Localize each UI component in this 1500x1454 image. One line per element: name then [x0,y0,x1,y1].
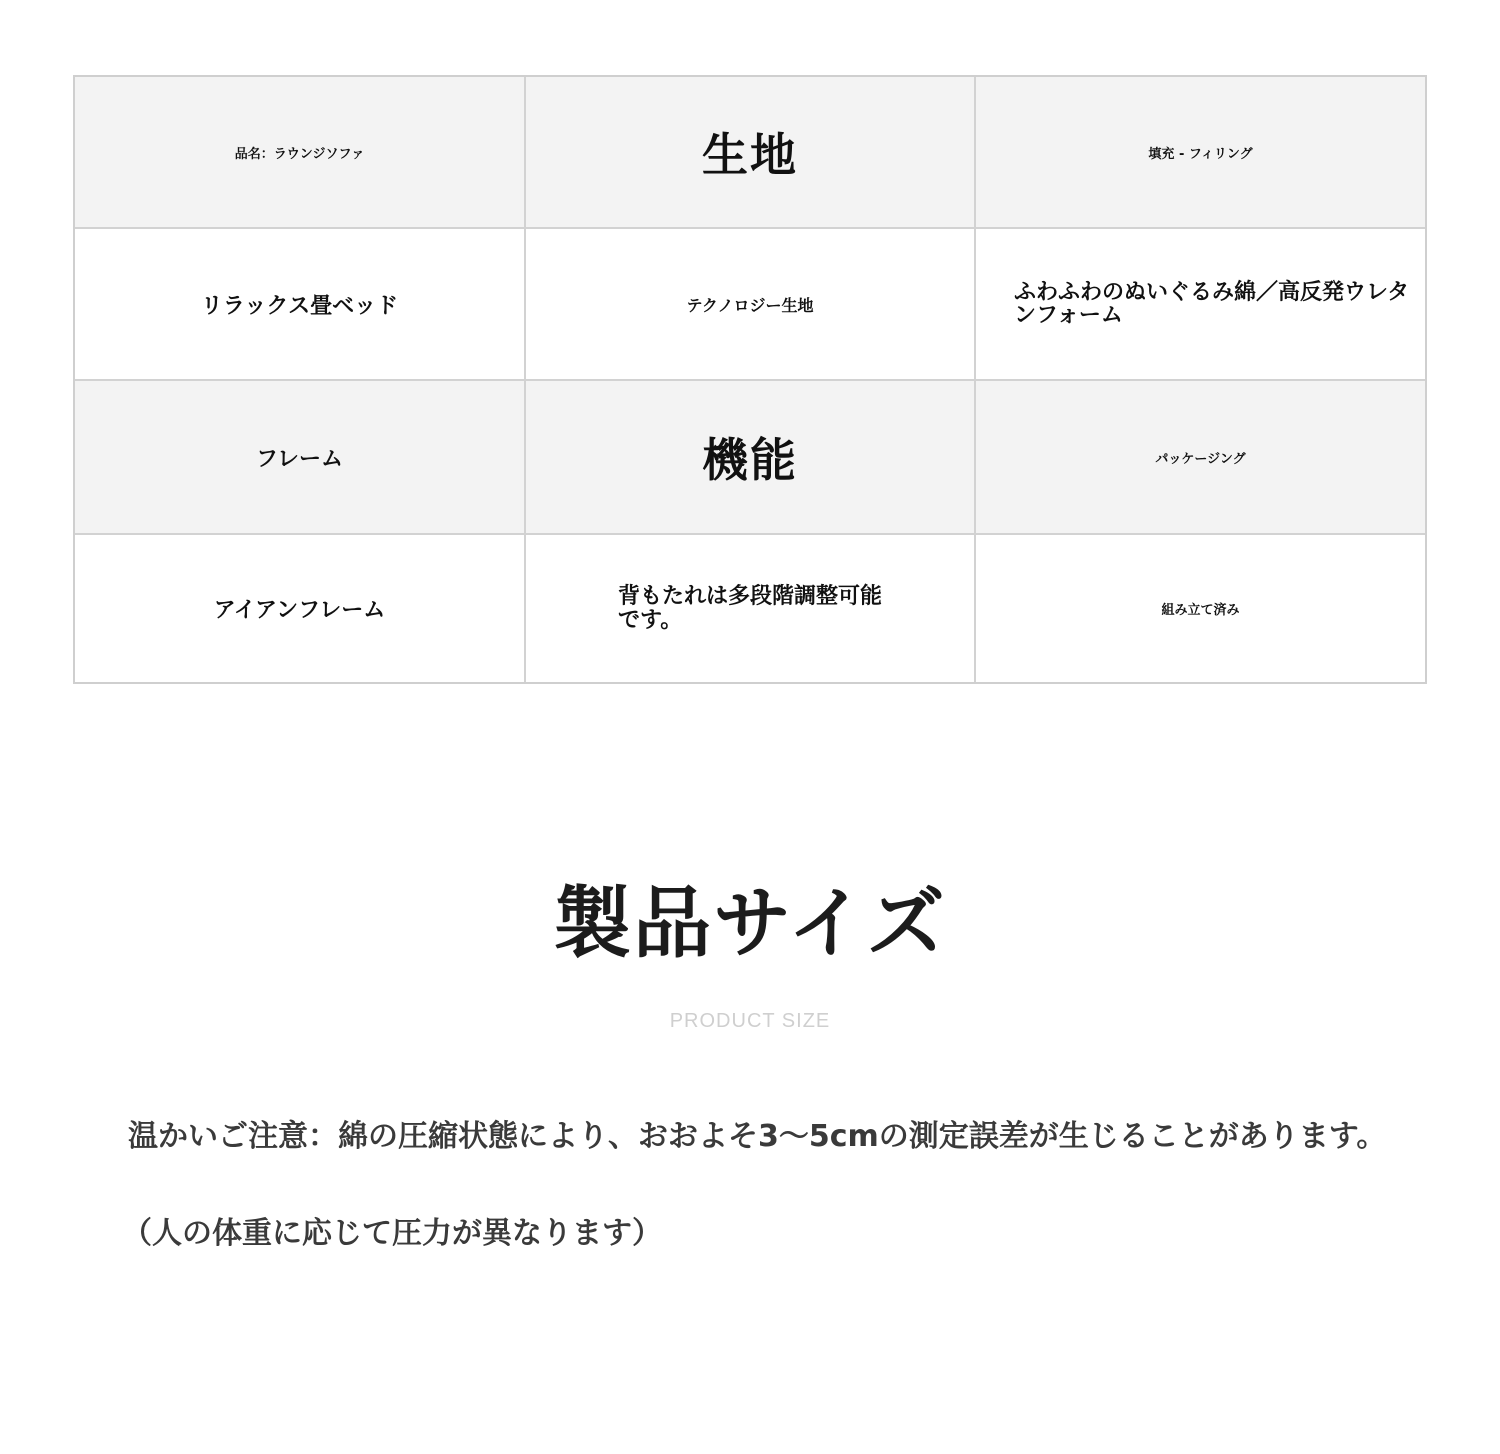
spec-cell-fabric-label [526,77,976,229]
spec-text: テクノロジー生地 [686,295,814,315]
spec-text: フレーム [255,446,344,472]
spec-text: リラックス畳ベッド [200,293,399,319]
spec-text: パッケージング [1155,451,1246,467]
spec-cell-product-name-label [75,77,526,229]
product-size-subtitle: PRODUCT SIZE [669,1010,831,1032]
spec-cell-frame-label [75,381,526,535]
spec-table [73,75,1427,684]
spec-cell-packaging-label [976,381,1425,535]
spec-text: 機能 [702,433,798,487]
measurement-note: 温かいご注意：綿の圧縮状態により、おおよそ3〜5cmの測定誤差が生じることがあります。 [128,1119,1387,1154]
spec-cell-product-name-value [75,229,526,381]
spec-text: アイアンフレーム [213,598,386,623]
spec-cell-filling-label [976,77,1425,229]
spec-text: 品名：ラウンジソファ [234,146,365,162]
spec-text: 生地 [702,128,798,182]
spec-text: 填充 - フィリング [1148,146,1253,162]
spec-cell-frame-value [75,535,526,682]
spec-text: 組み立て済み [1161,603,1240,618]
spec-cell-fabric-value [526,229,976,381]
pressure-note: （人の体重に応じて圧力が異なります） [122,1216,662,1251]
spec-cell-filling-value [976,229,1425,381]
spec-cell-function-label [526,381,976,535]
spec-cell-function-value [526,535,976,682]
spec-cell-packaging-value [976,535,1425,682]
product-size-title: 製品サイズ [553,879,947,969]
spec-text: ふわふわのぬいぐるみ綿／高反発ウレタンフォーム [1014,279,1410,328]
spec-text: 背もたれは多段階調整可能です。 [618,584,883,633]
